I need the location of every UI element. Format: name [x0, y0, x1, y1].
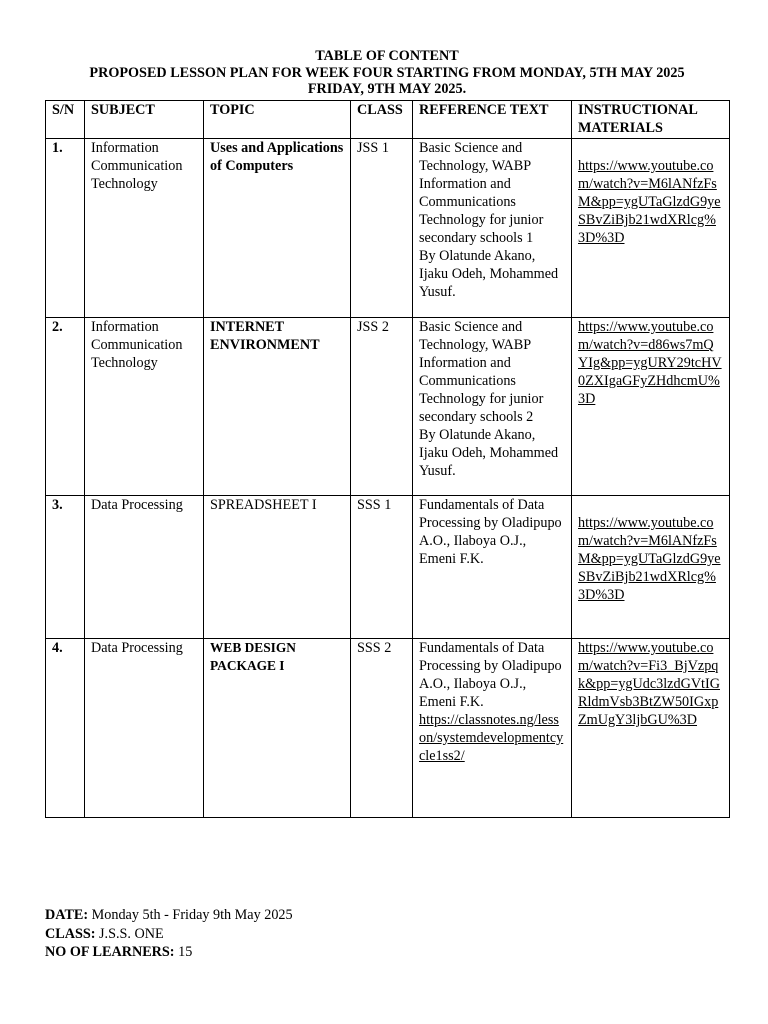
footer-class [45, 925, 293, 944]
row-class: JSS 2 [351, 318, 413, 496]
title-line-3: FRIDAY, 9TH MAY 2025. [307, 81, 467, 97]
classnotes-link[interactable]: https://classnotes.ng/lesson/systemdevelopmentcycle1ss2/ [419, 712, 564, 764]
table-row [46, 639, 730, 818]
row-topic: SPREADSHEET I [204, 496, 351, 639]
footer-learners [45, 943, 293, 962]
class-value: J.S.S. ONE [95, 925, 164, 942]
row-instructional-materials [572, 139, 730, 318]
row-class: SSS 2 [351, 639, 413, 818]
row-subject: Data Processing [85, 639, 204, 818]
row-reference-text: Basic Science and Technology, WABP Information and Communications Technology for junior secondary schools 2 By Olatunde Akano, Ijaku Odeh, Mohammed Yusuf. [413, 318, 572, 496]
title-line-2: PROPOSED LESSON PLAN FOR WEEK FOUR STARTING FROM MONDAY, 5TH MAY 2025 [89, 64, 685, 81]
row-instructional-materials [572, 496, 730, 639]
lesson-plan-table [45, 100, 730, 818]
row-sn: 4. [46, 639, 85, 818]
header-class: CLASS [351, 101, 413, 139]
header-instructional-materials: INSTRUCTIONAL MATERIALS [572, 101, 730, 139]
table-row [46, 496, 730, 639]
row-subject: Information Communication Technology [85, 139, 204, 318]
document-title [45, 48, 729, 98]
title-line-1: TABLE OF CONTENT [315, 48, 459, 64]
table-header-row [46, 101, 730, 139]
row-reference-text: Basic Science and Technology, WABP Information and Communications Technology for junior secondary schools 1 By Olatunde Akano, Ijaku Odeh, Mohammed Yusuf. [413, 139, 572, 318]
table-row [46, 139, 730, 318]
learners-value: 15 [174, 944, 193, 960]
date-label: DATE: [45, 907, 89, 923]
header-topic: TOPIC [204, 101, 351, 139]
youtube-link[interactable]: https://www.youtube.com/watch?v=M6lANfzFsM&pp=ygUTaGlzdG9yeSBvZiBjb21wdXRlcg%3D%3D [578, 158, 721, 246]
row-topic: WEB DESIGN PACKAGE I [204, 639, 351, 818]
youtube-link[interactable]: https://www.youtube.com/watch?v=M6lANfzFsM&pp=ygUTaGlzdG9yeSBvZiBjb21wdXRlcg%3D%3D [578, 515, 721, 603]
header-sn: S/N [46, 101, 85, 139]
row-sn: 3. [46, 496, 85, 639]
row-sn: 2. [46, 318, 85, 496]
row-class: JSS 1 [351, 139, 413, 318]
table-row [46, 318, 730, 496]
header-reference-text: REFERENCE TEXT [413, 101, 572, 139]
row-reference-cell [413, 639, 572, 818]
youtube-link[interactable]: https://www.youtube.com/watch?v=Fi3_BjVzpqk&pp=ygUdc3lzdGVtIGRldmVsb3BtZW50IGxpZmUgY3ljbGU%3D [578, 640, 720, 728]
row-sn: 1. [46, 139, 85, 318]
row-instructional-materials [572, 318, 730, 496]
row-reference-text: Fundamentals of Data Processing by Oladipupo A.O., Ilaboya O.J., Emeni F.K. [419, 640, 562, 710]
youtube-link[interactable]: https://www.youtube.com/watch?v=d86ws7mQYIg&pp=ygURY29tcHV0ZXIgaGFyZHdhcmU%3D [578, 319, 722, 407]
row-topic: INTERNET ENVIRONMENT [204, 318, 351, 496]
row-topic: Uses and Applications of Computers [204, 139, 351, 318]
row-reference-text: Fundamentals of Data Processing by Oladipupo A.O., Ilaboya O.J., Emeni F.K. [413, 496, 572, 639]
row-instructional-materials [572, 639, 730, 818]
class-label: CLASS: [45, 925, 96, 942]
learners-label: NO OF LEARNERS: [45, 944, 175, 960]
row-subject: Information Communication Technology [85, 318, 204, 496]
date-value: Monday 5th - Friday 9th May 2025 [88, 907, 293, 923]
header-subject: SUBJECT [85, 101, 204, 139]
row-class: SSS 1 [351, 496, 413, 639]
document-footer [45, 906, 293, 962]
footer-date [45, 906, 293, 925]
row-subject: Data Processing [85, 496, 204, 639]
